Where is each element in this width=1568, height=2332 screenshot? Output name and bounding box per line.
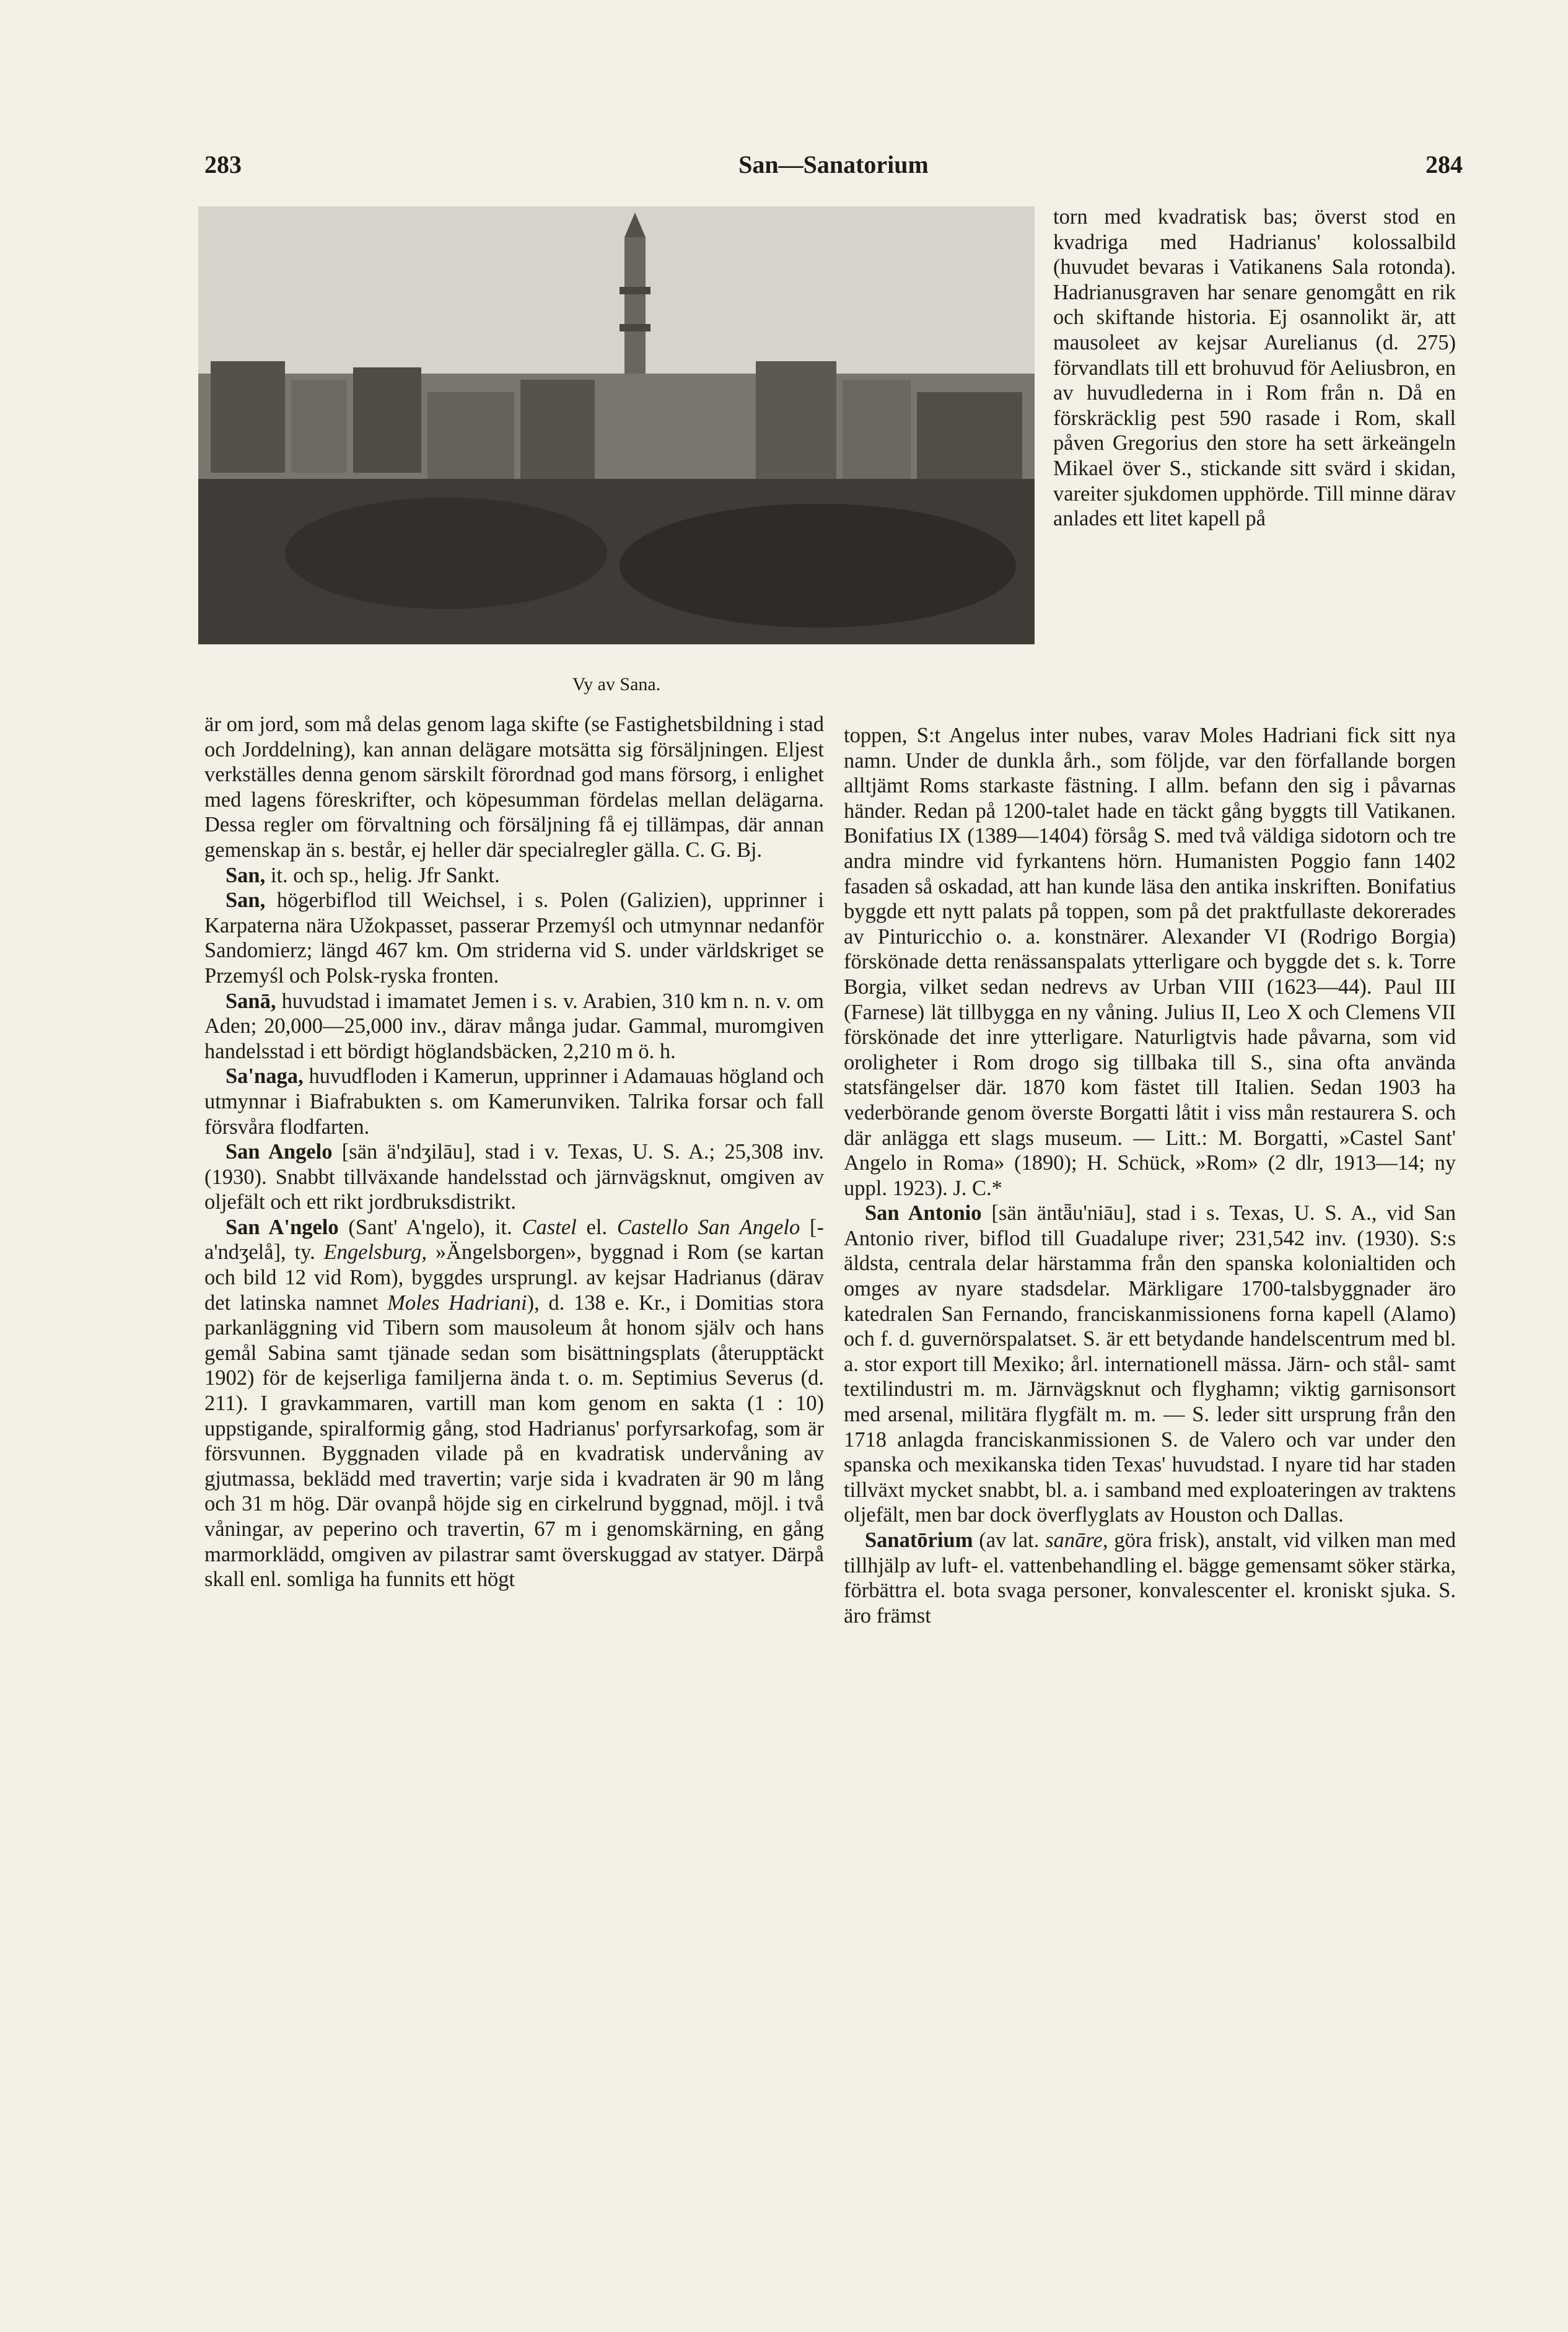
left-column bbox=[204, 712, 824, 1592]
right-paragraph-1: toppen, S:t Angelus inter nubes, varav Moles Hadriani fick sitt nya namn. Under de dunkla årh., som följde, var den förfallande borgen alltjämt Roms starkaste fästning. I allm. befann den sig i påvarnas händer. Redan på 1200-talet hade en täckt gång byggts till Vatikanen. Bonifatius IX (1389—1404) försåg S. med två väldiga sidotorn och tre andra mindre vid fyrkantens hörn. Humanisten Poggio fann 1402 fasaden så oskadad, att han kunde läsa den antika inskriften. Bonifatius byggde ett nytt palats på toppen, som på det praktfullaste dekorerades av Pinturicchio o. a. konstnärer. Alexander VI (Rodrigo Borgia) förskönade detta renässanspalats ytterligare och byggde det s. k. Torre Borgia, vilket sedan nedrevs av Urban VIII (1623—44). Paul III (Farnese) lät tillbygga en ny våning. Julius II, Leo X och Clemens VII förskönade det inre ytterligare. Naturligtvis hade påvarna, som vid oroligheter i Rom drogo sig tillbaka till S., sina ofta använda statsfängelser där. 1870 kom fästet till Italien. Sedan 1903 ha vederbörande genom överste Borgatti låtit i viss mån restaurera S. och där anlägga ett slags museum. — Litt.: M. Borgatti, »Castel Sant' Angelo in Roma» (1890); H. Schück, »Rom» (2 dlr, 1913—14; ny uppl. 1923). J. C.* bbox=[844, 724, 1456, 1200]
page-number-right: 284 bbox=[1426, 151, 1463, 178]
figure-caption: Vy av Sana. bbox=[572, 674, 661, 695]
left-paragraph-1: är om jord, som må delas genom laga skifte (se Fastighetsbildning i stad och Jorddelning), kan annan delägare motsätta sig försäljningen. Eljest verkställes denna genom särskilt förordnad god mans försorg, i enlighet med lagens föreskrifter, och köpesumman fördelas mellan delägarna. Dessa regler om förvaltning och försäljning få ej tillämpas, där annan gemenskap än s. består, ej heller där specialregler gälla. C. G. Bj. bbox=[204, 712, 824, 862]
cityscape-illustration bbox=[198, 206, 1035, 644]
headword: San Angelo bbox=[226, 1140, 333, 1164]
entry-sana: Sanā, huvudstad i imamatet Jemen i s. v. Arabien, 310 km n. n. v. om Aden; 20,000—25,000 inv., därav många judar. Gammal, muromgiven handelsstad i ett bördigt höglandsbäcken, 2,210 m ö. h. bbox=[204, 989, 824, 1063]
entry-san-antonio: San Antonio [sän äntǟu'niāu], stad i s. Texas, U. S. A., vid San Antonio river, biflod till Guadalupe river; 231,542 inv. (1930). S:s äldsta, centrala delar härstamma från den spanska kolonialtiden och omges av nyare stadsdelar. Märkligare 1700-talsbyggnader äro katedralen San Fernando, franciskanmissionens forna kapell (Alamo) och f. d. guvernörspalatset. S. är ett betydande handelscentrum med bl. a. stor export till Mexiko; årl. internationell mässa. Järn- och stål- samt textilindustri m. m. Järnvägsknut och flyghamn; viktig garnisonsort med arsenal, militära flygfält m. m. — S. leder sitt ursprung från den 1718 anlagda franciskanmissionen S. de Valero och var under den spanska och mexikanska tiden Texas' huvudstad. I nyare tid har staden tillväxt mycket snabbt, bl. a. i samband med exploateringen av traktens oljefält, men bar dock överflyglats av Houston och Dallas. bbox=[844, 1201, 1456, 1527]
headword: San, bbox=[226, 888, 266, 913]
right-top-paragraph: torn med kvadratisk bas; överst stod en kvadriga med Hadrianus' kolossalbild (huvudet bevaras i Vatikanens Sala rotonda). Hadrianusgraven har senare genomgått en rik och skiftande historia. Ej osannolikt är, att mausoleet av kejsar Aurelianus (d. 275) förvandlats till ett brohuvud för Aeliusbron, en av huvudlederna in i Rom från n. Då en förskräcklig pest 590 rasade i Rom, skall påven Gregorius den store ha sett ärkeängeln Mikael över S., stickande sitt svärd i skidan, vareiter sjukdomen upphörde. Till minne därav anlades ett litet kapell på bbox=[1053, 205, 1456, 531]
headword: Sanatōrium bbox=[865, 1528, 973, 1552]
headword: San A'ngelo bbox=[226, 1215, 339, 1239]
entry-sanaga: Sa'naga, huvudfloden i Kamerun, upprinner i Adamauas högland och utmynnar i Biafrabukten s. om Kamerunviken. Talrika forsar och fall försvåra flodfarten. bbox=[204, 1064, 824, 1139]
entry-san-angelo-rome: San A'ngelo (Sant' A'ngelo), it. Castel el. Castello San Angelo [-a'ndʒelå], ty. Engelsburg, »Ängelsborgen», byggnad i Rom (se kartan och bild 12 vid Rom), byggdes ursprungl. av kejsar Hadrianus (därav det latinska namnet Moles Hadriani), d. 138 e. Kr., i Domitias stora parkanläggning vid Tibern som mausoleum åt honom själv och hans gemål Sabina samt tjänade sedan som bisättningsplats (återupptäckt 1902) för de kejserliga familjerna ända t. o. m. Septimius Severus (d. 211). I gravkammaren, vartill man kom genom en sakta (1 : 10) uppstigande, spiralformig gång, stod Hadrianus' porfyrsarkofag, som är försvunnen. Byggnaden vilade på en kvadratisk undervåning av gjutmassa, beklädd med travertin; varje sida i kvadraten är 90 m lång och 31 m hög. Där ovanpå höjde sig en cirkelrund byggnad, möjl. i två våningar, av peperino och travertin, 67 m i genomskärning, en gång marmorklädd, omgiven av pilastrar samt överskuggad av statyer. Därpå skall enl. somliga ha funnits ett högt bbox=[204, 1215, 825, 1592]
headword: San, bbox=[226, 863, 266, 887]
headword: Sa'naga, bbox=[226, 1064, 304, 1089]
entry-san-angelo-texas: San Angelo [sän ä'ndʒilāu], stad i v. Texas, U. S. A.; 25,308 inv. (1930). Snabbt tillväxande handelsstad och järnvägsknut, omgiven av oljefält och ett rikt jordbruksdistrikt. bbox=[204, 1140, 824, 1214]
page-number-left: 283 bbox=[204, 151, 242, 178]
headword: San Antonio bbox=[865, 1201, 982, 1225]
page-header bbox=[204, 150, 1463, 187]
entry-san-2: San, högerbiflod till Weichsel, i s. Polen (Galizien), upprinner i Karpaterna nära Užokpasset, passerar Przemyśl och utmynnar nedanför Sandomierz; längd 467 km. Om striderna vid S. under världskriget se Przemyśl och Polsk-ryska fronten. bbox=[204, 888, 824, 988]
entry-san-1: San, it. och sp., helig. Jfr Sankt. bbox=[226, 863, 500, 887]
headword: Sanā, bbox=[226, 989, 276, 1013]
entry-sanatorium: Sanatōrium (av lat. sanāre, göra frisk), anstalt, vid vilken man med tillhjälp av luft- el. vattenbehandling el. bägge gemensamt söker stärka, förbättra el. bota svaga personer, konvalescenter el. kroniskt sjuka. S. äro främst bbox=[844, 1528, 1456, 1628]
running-title: San—Sanatorium bbox=[738, 151, 929, 178]
sana-photograph bbox=[198, 206, 1035, 644]
right-column-top bbox=[1053, 204, 1456, 532]
right-column bbox=[844, 723, 1456, 1628]
